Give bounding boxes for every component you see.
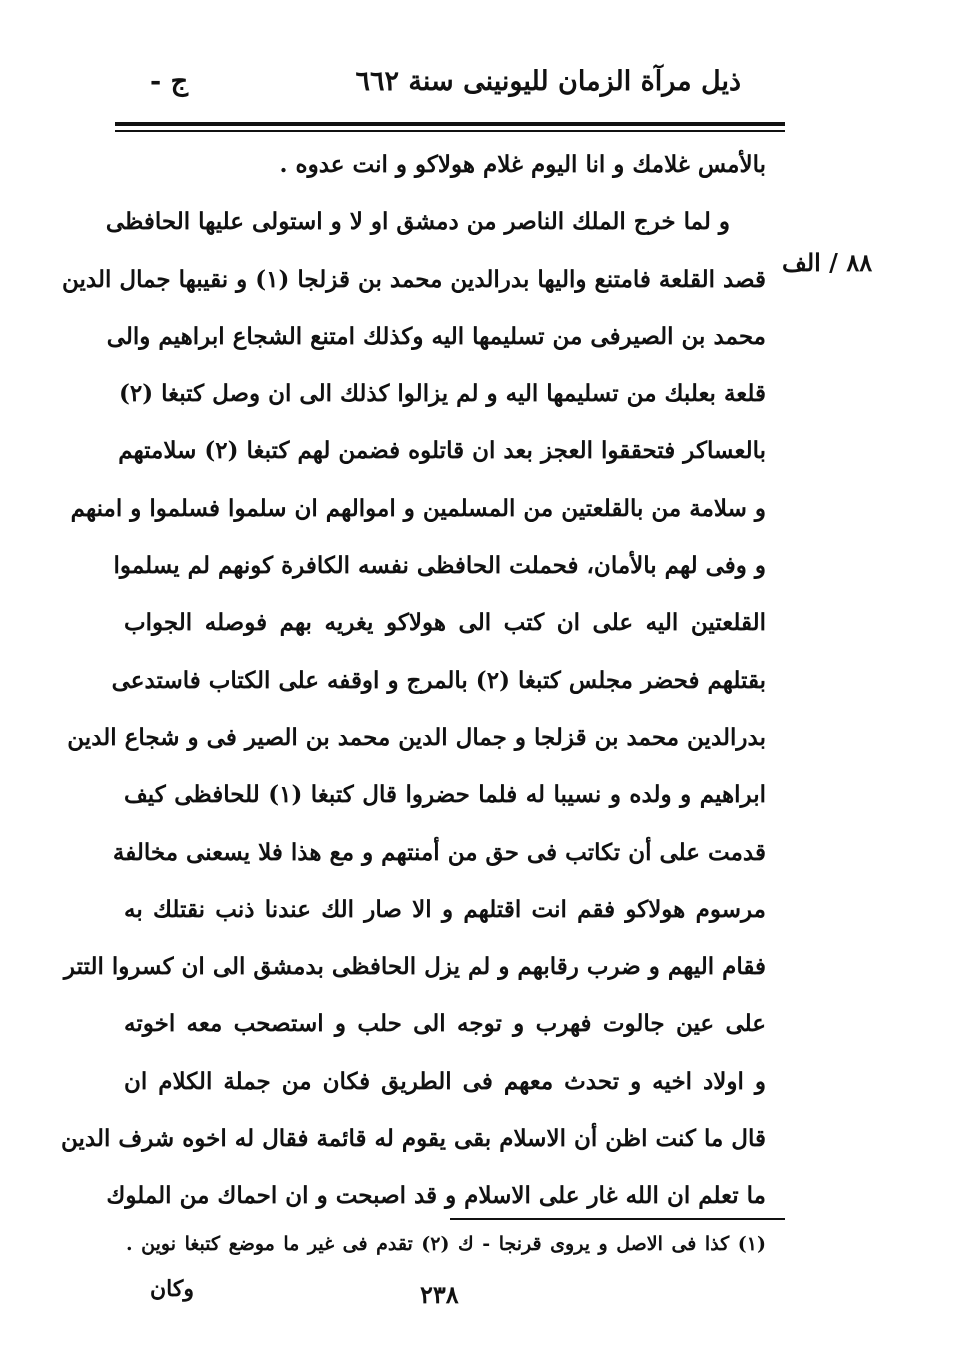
footnote: (١) كذا فى الاصل و يروى قرنجا - ك (٢) تقدم فى غير ما موضع كتبغا نوين . bbox=[126, 1233, 766, 1255]
header-rule-thin bbox=[115, 130, 785, 132]
text-line: قلعة بعلبك من تسليمها اليه و لم يزالوا كذلك الى ان وصل كتبغا (٢) bbox=[118, 380, 766, 408]
page-number: ٢٣٨ bbox=[420, 1280, 459, 1309]
text-line: بالأمس غلامك و انا اليوم غلام هولاكو و انت عدوه . bbox=[279, 151, 766, 178]
text-line: مرسوم هولاكو فقم انت اقتلهم و الا صار الك عندنا ذنب نقتلك به bbox=[124, 895, 766, 923]
text-line: بقتلهم فحضر مجلس كتبغا (٢) بالمرج و اوقفه على الكتاب فاستدعى bbox=[111, 666, 766, 694]
text-line: و لما خرج الملك الناصر من دمشق او لا و استولى عليها الحافظى bbox=[105, 208, 730, 236]
text-line: قال ما كنت اظن أن الاسلام بقى يقوم له قائمة فقال له اخوه شرف الدين bbox=[61, 1125, 766, 1153]
text-line: بدرالدين محمد بن قزلجا و جمال الدين محمد بن الصير فى و شجاع الدين bbox=[67, 723, 766, 751]
signature-mark: ج - bbox=[150, 66, 189, 97]
text-line: و اولاد اخيه و تحدث معهم فى الطريق فكان من جملة الكلام ان bbox=[124, 1067, 766, 1095]
text-line: قدمت على أن تكاتب فى حق من أمنتهم و مع هذا فلا يسعنى مخالفة bbox=[112, 838, 766, 866]
catchword: وكان bbox=[150, 1276, 194, 1302]
text-line: بالعساكر فتحققوا العجز بعد ان قاتلوه فضمن لهم كتبغا (٢) سلامتهم bbox=[118, 437, 766, 465]
header-rule-thick bbox=[115, 122, 785, 126]
text-line: و سلامة من بالقلعتين من المسلمين و اموالهم ان سلموا فسلموا و امنهم bbox=[70, 494, 766, 522]
main-text bbox=[61, 136, 766, 1225]
text-line: ابراهيم و ولده و نسيبا له فلما حضروا قال كتبغا (١) للحافظى كيف bbox=[124, 781, 766, 809]
footnote-rule bbox=[450, 1218, 785, 1220]
text-line: على عين جالوت فهرب و توجه الى حلب و استصحب معه اخوته bbox=[124, 1010, 766, 1038]
text-line: محمد بن الصيرفى من تسليمها اليه وكذلك امتنع الشجاع ابراهيم والى bbox=[106, 322, 766, 350]
text-line: ما تعلم ان الله غار على الاسلام و قد اصبحت و ان احماك من الملوك bbox=[106, 1182, 766, 1210]
text-line: و وفى لهم بالأمان، فحملت الحافظى نفسه الكافرة كونهم لم يسلموا bbox=[113, 552, 766, 580]
text-line: قصد القلعة فامتنع واليها بدرالدين محمد بن قزلجا (١) و نقيبها جمال الدين bbox=[61, 265, 766, 293]
folio-margin-note: ٨٨ / الف bbox=[782, 248, 873, 277]
text-line: فقام اليهم و ضرب رقابهم و لم يزل الحافظى بدمشق الى ان كسروا التتر bbox=[63, 953, 766, 981]
running-title: ذيل مرآة الزمان لليونينى سنة ٦٦٢ bbox=[355, 66, 741, 97]
text-line: القلعتين اليه على ان كتب الى هولاكو يغريه بهم فوصله الجواب bbox=[124, 609, 766, 637]
